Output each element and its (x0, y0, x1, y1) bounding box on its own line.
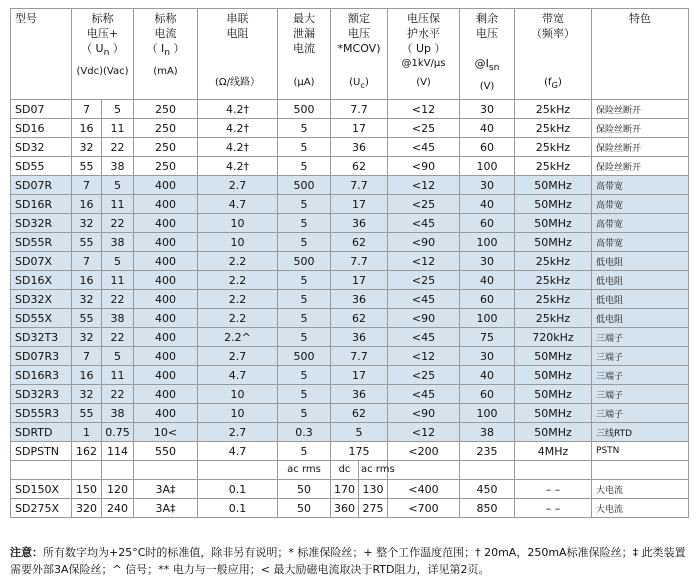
cell-leakage: 5 (278, 214, 331, 233)
cell-vdc: 1 (72, 423, 102, 442)
cell-model: SD07R (11, 176, 72, 195)
cell-vdc: 32 (72, 385, 102, 404)
cell-residual: 30 (460, 252, 515, 271)
blank-vac (102, 461, 134, 480)
cell-residual: 60 (460, 385, 515, 404)
cell-model: SD150X (11, 480, 72, 499)
blank-vdc (72, 461, 102, 480)
subheader-leakage-acrms: ac rms (278, 461, 331, 480)
cell-protection-level: <45 (388, 328, 460, 347)
cell-model: SD07X (11, 252, 72, 271)
cell-mcov: 5 (331, 423, 388, 442)
cell-feature: PSTN (592, 442, 689, 461)
footnote-text: 所有数字均为+25°C时的标准值，除非另有说明；* 标准保险丝；+ 整个工作温度范围；† 20mA，250mA标准保险丝；‡ 此类装置需要外部3A保险丝；^ 信号；** 电力与一般应用；< 最大励磁电流取决于RTD阻力，详见第2页。 (10, 546, 686, 576)
cell-residual: 450 (460, 480, 515, 499)
cell-leakage: 5 (278, 119, 331, 138)
cell-leakage: 5 (278, 385, 331, 404)
blank-model (11, 461, 72, 480)
cell-vac: 22 (102, 214, 134, 233)
cell-vac: 11 (102, 195, 134, 214)
cell-resistance: 4.7 (198, 442, 278, 461)
subheader-row (11, 461, 689, 480)
cell-resistance: 10 (198, 404, 278, 423)
cell-dc: 170 (331, 480, 359, 499)
cell-model: SD16 (11, 119, 72, 138)
cell-residual: 30 (460, 176, 515, 195)
cell-vac: 22 (102, 138, 134, 157)
cell-protection-level: <90 (388, 404, 460, 423)
cell-resistance: 2.7 (198, 176, 278, 195)
table-row (11, 176, 689, 195)
cell-protection-level: <90 (388, 233, 460, 252)
cell-vac: 38 (102, 233, 134, 252)
cell-vdc: 16 (72, 195, 102, 214)
cell-feature: 高带宽 (592, 214, 689, 233)
cell-feature: 三端子 (592, 328, 689, 347)
cell-resistance: 10 (198, 214, 278, 233)
table-row (11, 271, 689, 290)
cell-model: SD32T3 (11, 328, 72, 347)
cell-resistance: 2.2 (198, 309, 278, 328)
cell-vac: 5 (102, 176, 134, 195)
cell-vdc: 7 (72, 347, 102, 366)
cell-vdc: 7 (72, 100, 102, 119)
cell-vac: 0.75 (102, 423, 134, 442)
cell-bandwidth: 50MHz (515, 404, 592, 423)
cell-bandwidth: 50MHz (515, 233, 592, 252)
cell-mcov: 36 (331, 328, 388, 347)
table-row (11, 138, 689, 157)
cell-current: 3A‡ (134, 480, 198, 499)
cell-mcov: 62 (331, 404, 388, 423)
header-protection-level: 电压保 护水平 （ Up ） @1kV/μs (V) (388, 9, 460, 100)
cell-residual: 60 (460, 214, 515, 233)
cell-residual: 60 (460, 138, 515, 157)
cell-current: 250 (134, 119, 198, 138)
cell-vac: 5 (102, 347, 134, 366)
cell-protection-level: <25 (388, 195, 460, 214)
cell-bandwidth: 25kHz (515, 290, 592, 309)
cell-leakage: 5 (278, 309, 331, 328)
cell-vdc: 7 (72, 252, 102, 271)
cell-mcov: 62 (331, 157, 388, 176)
cell-model: SD32R (11, 214, 72, 233)
cell-mcov: 36 (331, 214, 388, 233)
cell-current: 400 (134, 290, 198, 309)
blank-residual (460, 461, 515, 480)
cell-current: 400 (134, 328, 198, 347)
cell-leakage: 50 (278, 499, 331, 518)
cell-feature: 低电阻 (592, 271, 689, 290)
table-row (11, 328, 689, 347)
cell-model: SDPSTN (11, 442, 72, 461)
cell-protection-level: <12 (388, 423, 460, 442)
cell-current: 400 (134, 366, 198, 385)
cell-dc: 360 (331, 499, 359, 518)
subheader-dc: dc (331, 461, 359, 480)
cell-model: SDRTD (11, 423, 72, 442)
cell-mcov: 62 (331, 233, 388, 252)
cell-bandwidth: – – (515, 499, 592, 518)
cell-bandwidth: 25kHz (515, 271, 592, 290)
cell-mcov: 36 (331, 385, 388, 404)
table-row (11, 499, 689, 518)
cell-model: SD32R3 (11, 385, 72, 404)
cell-leakage: 5 (278, 290, 331, 309)
cell-protection-level: <45 (388, 290, 460, 309)
cell-mcov: 7.7 (331, 100, 388, 119)
table-row (11, 347, 689, 366)
cell-protection-level: <25 (388, 366, 460, 385)
cell-leakage: 5 (278, 157, 331, 176)
blank-current (134, 461, 198, 480)
cell-vdc: 32 (72, 290, 102, 309)
cell-bandwidth: 50MHz (515, 423, 592, 442)
cell-current: 250 (134, 138, 198, 157)
cell-residual: 38 (460, 423, 515, 442)
cell-model: SD16X (11, 271, 72, 290)
cell-feature: 三线RTD (592, 423, 689, 442)
cell-bandwidth: 50MHz (515, 214, 592, 233)
cell-residual: 60 (460, 290, 515, 309)
cell-residual: 100 (460, 233, 515, 252)
cell-mcov: 17 (331, 271, 388, 290)
cell-model: SD275X (11, 499, 72, 518)
cell-model: SD55R (11, 233, 72, 252)
cell-protection-level: <45 (388, 138, 460, 157)
cell-vac: 38 (102, 157, 134, 176)
cell-vac: 22 (102, 290, 134, 309)
cell-feature: 保险丝断开 (592, 119, 689, 138)
cell-bandwidth: 50MHz (515, 366, 592, 385)
cell-resistance: 2.2 (198, 271, 278, 290)
blank-feature (592, 461, 689, 480)
cell-resistance: 2.2^ (198, 328, 278, 347)
header-residual-voltage: 剩余 电压 $@I_{sn}$ (V) (460, 9, 515, 100)
cell-leakage: 500 (278, 100, 331, 119)
footnote-label: 注意： (10, 546, 43, 559)
cell-feature: 大电流 (592, 480, 689, 499)
cell-vac: 240 (102, 499, 134, 518)
cell-protection-level: <12 (388, 100, 460, 119)
table-row (11, 423, 689, 442)
cell-bandwidth: 50MHz (515, 385, 592, 404)
header-nominal-voltage: 标称 电压+ （ $U_n$ ） (Vdc)(Vac) (72, 9, 134, 100)
subheader-acrms: ac rms (359, 461, 388, 480)
cell-vac: 114 (102, 442, 134, 461)
cell-current: 400 (134, 271, 198, 290)
cell-feature: 高带宽 (592, 195, 689, 214)
header-row (11, 9, 689, 100)
cell-model: SD55 (11, 157, 72, 176)
cell-model: SD07R3 (11, 347, 72, 366)
header-model: 型号 (11, 9, 72, 100)
header-mcov: 额定 电压 *MCOV) $(U_c)$ (331, 9, 388, 100)
cell-resistance: 4.2† (198, 100, 278, 119)
cell-current: 400 (134, 309, 198, 328)
cell-acrms: 275 (359, 499, 388, 518)
cell-vdc: 55 (72, 157, 102, 176)
cell-leakage: 500 (278, 252, 331, 271)
cell-feature: 低电阻 (592, 309, 689, 328)
cell-residual: 850 (460, 499, 515, 518)
cell-leakage: 500 (278, 176, 331, 195)
cell-protection-level: <400 (388, 480, 460, 499)
cell-resistance: 4.2† (198, 157, 278, 176)
cell-model: SD55X (11, 309, 72, 328)
cell-vdc: 150 (72, 480, 102, 499)
table-row (11, 385, 689, 404)
cell-current: 400 (134, 195, 198, 214)
cell-mcov: 17 (331, 195, 388, 214)
cell-vac: 38 (102, 404, 134, 423)
cell-leakage: 50 (278, 480, 331, 499)
cell-acrms: 130 (359, 480, 388, 499)
cell-mcov: 36 (331, 290, 388, 309)
cell-mcov: 7.7 (331, 347, 388, 366)
blank-resistance (198, 461, 278, 480)
cell-bandwidth: 50MHz (515, 176, 592, 195)
header-feature: 特色 (592, 9, 689, 100)
cell-vdc: 320 (72, 499, 102, 518)
cell-bandwidth: 25kHz (515, 252, 592, 271)
cell-feature: 大电流 (592, 499, 689, 518)
cell-current: 550 (134, 442, 198, 461)
table-row (11, 100, 689, 119)
cell-protection-level: <45 (388, 385, 460, 404)
cell-model: SD16R (11, 195, 72, 214)
cell-protection-level: <90 (388, 309, 460, 328)
cell-feature: 高带宽 (592, 176, 689, 195)
cell-resistance: 4.2† (198, 119, 278, 138)
cell-vac: 22 (102, 385, 134, 404)
cell-residual: 40 (460, 366, 515, 385)
cell-feature: 低电阻 (592, 290, 689, 309)
cell-residual: 100 (460, 157, 515, 176)
cell-resistance: 2.2 (198, 252, 278, 271)
blank-protection (388, 461, 460, 480)
cell-mcov: 17 (331, 119, 388, 138)
blank-bandwidth (515, 461, 592, 480)
cell-vdc: 16 (72, 271, 102, 290)
cell-vac: 5 (102, 100, 134, 119)
cell-resistance: 4.2† (198, 138, 278, 157)
cell-feature: 高带宽 (592, 233, 689, 252)
cell-feature: 保险丝断开 (592, 100, 689, 119)
cell-vdc: 162 (72, 442, 102, 461)
cell-residual: 100 (460, 404, 515, 423)
cell-leakage: 5 (278, 233, 331, 252)
cell-leakage: 5 (278, 404, 331, 423)
cell-current: 400 (134, 233, 198, 252)
cell-current: 3A‡ (134, 499, 198, 518)
cell-vac: 11 (102, 271, 134, 290)
cell-vdc: 32 (72, 328, 102, 347)
table-row (11, 195, 689, 214)
cell-protection-level: <12 (388, 176, 460, 195)
cell-bandwidth: 25kHz (515, 100, 592, 119)
cell-residual: 40 (460, 271, 515, 290)
table-row (11, 252, 689, 271)
cell-feature: 三端子 (592, 385, 689, 404)
cell-leakage: 5 (278, 366, 331, 385)
cell-leakage: 5 (278, 138, 331, 157)
cell-bandwidth: 25kHz (515, 138, 592, 157)
cell-feature: 三端子 (592, 366, 689, 385)
cell-resistance: 4.7 (198, 366, 278, 385)
cell-leakage: 5 (278, 328, 331, 347)
cell-current: 400 (134, 404, 198, 423)
cell-current: 400 (134, 347, 198, 366)
cell-mcov: 17 (331, 366, 388, 385)
cell-model: SD07 (11, 100, 72, 119)
cell-protection-level: <12 (388, 252, 460, 271)
table-row (11, 366, 689, 385)
cell-current: 400 (134, 252, 198, 271)
cell-resistance: 0.1 (198, 480, 278, 499)
cell-protection-level: <25 (388, 271, 460, 290)
cell-protection-level: <200 (388, 442, 460, 461)
cell-vac: 22 (102, 328, 134, 347)
cell-vdc: 16 (72, 119, 102, 138)
header-nominal-current: 标称 电流 （ $I_n$ ） (mA) (134, 9, 198, 100)
cell-leakage: 0.3 (278, 423, 331, 442)
cell-bandwidth: 720kHz (515, 328, 592, 347)
header-bandwidth: 带宽 （频率） $(f_G)$ (515, 9, 592, 100)
cell-feature: 保险丝断开 (592, 157, 689, 176)
table-row (11, 157, 689, 176)
table-row (11, 233, 689, 252)
footnote (10, 544, 688, 578)
cell-resistance: 2.7 (198, 347, 278, 366)
cell-vdc: 32 (72, 138, 102, 157)
table-row (11, 290, 689, 309)
cell-model: SD16R3 (11, 366, 72, 385)
header-series-resistance: 串联 电阻 (Ω/线路） (198, 9, 278, 100)
cell-feature: 低电阻 (592, 252, 689, 271)
cell-vdc: 16 (72, 366, 102, 385)
cell-residual: 30 (460, 347, 515, 366)
cell-protection-level: <700 (388, 499, 460, 518)
cell-leakage: 5 (278, 442, 331, 461)
cell-leakage: 5 (278, 271, 331, 290)
cell-residual: 75 (460, 328, 515, 347)
cell-resistance: 10 (198, 385, 278, 404)
cell-protection-level: <25 (388, 119, 460, 138)
cell-leakage: 5 (278, 195, 331, 214)
cell-current: 10< (134, 423, 198, 442)
cell-vdc: 32 (72, 214, 102, 233)
cell-vdc: 55 (72, 309, 102, 328)
cell-residual: 40 (460, 195, 515, 214)
cell-bandwidth: 25kHz (515, 309, 592, 328)
table-row (11, 119, 689, 138)
cell-bandwidth: 25kHz (515, 157, 592, 176)
cell-residual: 100 (460, 309, 515, 328)
header-leakage: 最大 泄漏 电流 (μA) (278, 9, 331, 100)
cell-model: SD55R3 (11, 404, 72, 423)
cell-current: 400 (134, 385, 198, 404)
cell-residual: 40 (460, 119, 515, 138)
cell-vac: 38 (102, 309, 134, 328)
cell-bandwidth: 25kHz (515, 119, 592, 138)
cell-vac: 5 (102, 252, 134, 271)
table-row (11, 214, 689, 233)
cell-vdc: 55 (72, 404, 102, 423)
table-row (11, 480, 689, 499)
cell-resistance: 2.2 (198, 290, 278, 309)
cell-residual: 30 (460, 100, 515, 119)
cell-protection-level: <90 (388, 157, 460, 176)
cell-protection-level: <12 (388, 347, 460, 366)
cell-leakage: 500 (278, 347, 331, 366)
table-row (11, 404, 689, 423)
cell-bandwidth: – – (515, 480, 592, 499)
cell-resistance: 4.7 (198, 195, 278, 214)
cell-mcov: 62 (331, 309, 388, 328)
cell-feature: 三端子 (592, 404, 689, 423)
cell-vac: 11 (102, 366, 134, 385)
cell-current: 250 (134, 100, 198, 119)
cell-resistance: 2.7 (198, 423, 278, 442)
cell-current: 250 (134, 157, 198, 176)
cell-feature: 三端子 (592, 347, 689, 366)
cell-bandwidth: 4MHz (515, 442, 592, 461)
cell-resistance: 0.1 (198, 499, 278, 518)
cell-protection-level: <45 (388, 214, 460, 233)
cell-residual: 235 (460, 442, 515, 461)
cell-current: 400 (134, 214, 198, 233)
cell-vac: 120 (102, 480, 134, 499)
cell-feature: 保险丝断开 (592, 138, 689, 157)
cell-model: SD32X (11, 290, 72, 309)
cell-mcov: 7.7 (331, 176, 388, 195)
spec-table (10, 8, 689, 518)
cell-vdc: 55 (72, 233, 102, 252)
table-row (11, 309, 689, 328)
cell-bandwidth: 50MHz (515, 195, 592, 214)
cell-mcov: 36 (331, 138, 388, 157)
table-row (11, 442, 689, 461)
cell-model: SD32 (11, 138, 72, 157)
cell-vdc: 7 (72, 176, 102, 195)
cell-current: 400 (134, 176, 198, 195)
cell-mcov: 7.7 (331, 252, 388, 271)
cell-resistance: 10 (198, 233, 278, 252)
cell-mcov: 175 (331, 442, 388, 461)
cell-bandwidth: 50MHz (515, 347, 592, 366)
cell-vac: 11 (102, 119, 134, 138)
